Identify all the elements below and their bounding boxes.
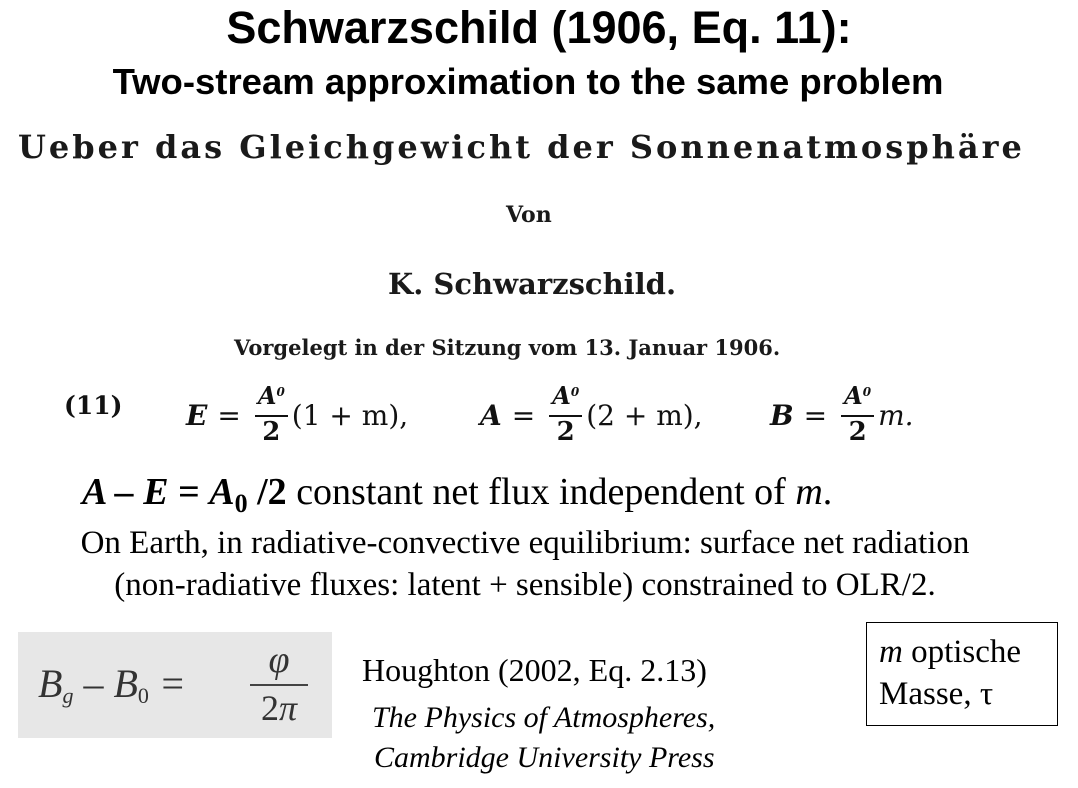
- equation-e: E = $\frac{A_0}{2}$ (1 + m),: [186, 381, 409, 447]
- note-line-2: Masse, τ: [879, 676, 994, 712]
- houghton-book-title: The Physics of Atmospheres, Cambridge University Press: [372, 701, 716, 774]
- slide-subtitle: Two-stream approximation to the same problem: [112, 61, 944, 102]
- paper-von: Von: [506, 202, 552, 228]
- houghton-equation-lhs: $B_g - B_0$ =: [38, 661, 186, 708]
- equation-b: B = $\frac{A_0}{2}$ m.: [770, 381, 914, 447]
- fraction-a0-over-2: $\frac{A_0}{2}$: [841, 383, 874, 447]
- slide-title: Schwarzschild (1906, Eq. 11):: [226, 2, 852, 53]
- houghton-equation-image: [18, 632, 332, 738]
- note-line-1: m optische: [879, 634, 1022, 670]
- earth-line-1: On Earth, in radiative-convective equilibrium: surface net radiation: [80, 525, 970, 561]
- note-box: [866, 622, 1058, 726]
- net-flux-statement: $A - E = A_0$ /2 constant net flux independent of m.: [82, 471, 833, 518]
- equation-a: A = $\frac{A_0}{2}$ (2 + m),: [480, 381, 703, 447]
- earth-explanation: [0, 522, 1050, 606]
- paper-title: Ueber das Gleichgewicht der Sonnenatmosphäre: [18, 128, 1025, 166]
- houghton-equation-fraction: φ 2π: [250, 638, 308, 728]
- fraction-a0-over-2: $\frac{A_0}{2}$: [549, 383, 582, 447]
- fraction-a0-over-2: $\frac{A_0}{2}$: [255, 383, 288, 447]
- net-flux-equation: $A - E = A_0$ /2: [82, 471, 287, 518]
- equation-11: [64, 382, 964, 448]
- paper-date: Vorgelegt in der Sitzung vom 13. Januar 1906.: [234, 335, 781, 360]
- fraction-bar: [250, 684, 308, 686]
- equation-number: (11): [64, 391, 123, 420]
- earth-line-2: (non-radiative fluxes: latent + sensible) constrained to OLR/2.: [114, 567, 936, 603]
- paper-author: K. Schwarzschild.: [388, 267, 677, 301]
- houghton-reference: Houghton (2002, Eq. 2.13): [362, 652, 707, 688]
